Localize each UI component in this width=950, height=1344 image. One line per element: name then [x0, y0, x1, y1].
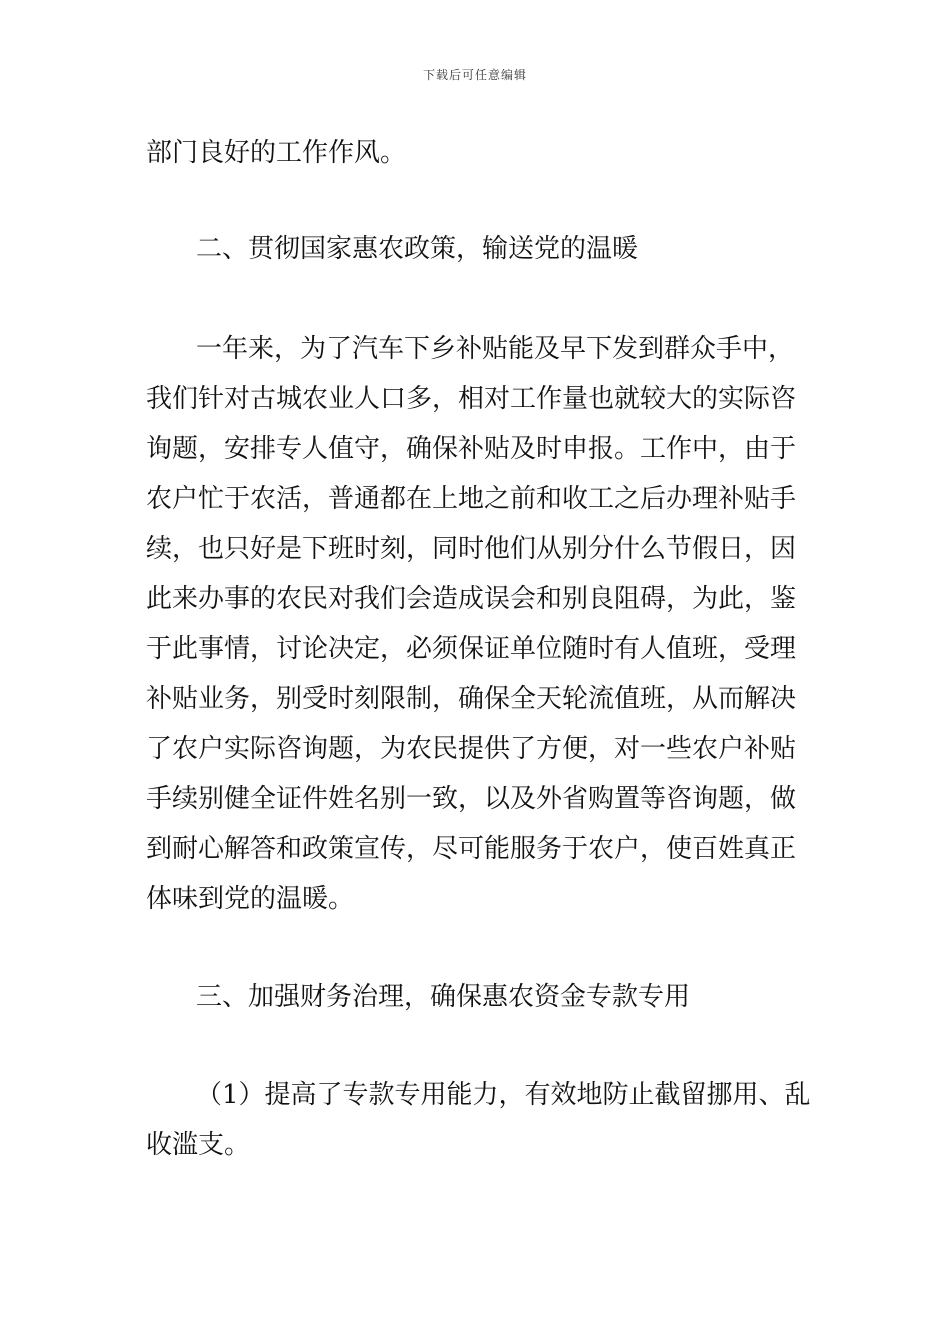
paragraph-line: 了农户实际咨询题，为农民提供了方便，对一些农户补贴	[146, 734, 797, 764]
paragraph-line: 手续别健全证件姓名别一致，以及外省购置等咨询题，做	[146, 784, 797, 814]
paragraph-line: 体味到党的温暖。	[146, 884, 355, 914]
paragraph-line: 续，也只好是下班时刻，同时他们从别分什么节假日，因	[146, 534, 797, 564]
paragraph-line: 我们针对古城农业人口多，相对工作量也就较大的实际咨	[146, 384, 797, 414]
paragraph-line: 部门良好的工作作风。	[146, 138, 407, 168]
paragraph-line: 询题，安排专人值守，确保补贴及时申报。工作中，由于	[146, 434, 797, 464]
paragraph-line: 一年来，为了汽车下乡补贴能及早下发到群众手中，	[196, 334, 795, 364]
page-header: 下载后可任意编辑	[422, 68, 527, 82]
list-item-line: 收滥支。	[146, 1130, 251, 1160]
paragraph-line: 于此事情，讨论决定，必须保证单位随时有人值班，受理	[146, 634, 797, 664]
list-item-line: （1）提高了专款专用能力，有效地防止截留挪用、乱	[196, 1080, 811, 1110]
paragraph-line: 到耐心解答和政策宣传，尽可能服务于农户，使百姓真正	[146, 834, 797, 864]
paragraph-line: 农户忙于农活，普通都在上地之前和收工之后办理补贴手	[146, 484, 797, 514]
section-heading: 三、加强财务治理，确保惠农资金专款专用	[196, 982, 691, 1012]
section-heading: 二、贯彻国家惠农政策，输送党的温暖	[196, 234, 639, 264]
paragraph-line: 此来办事的农民对我们会造成误会和别良阻碍，为此，鉴	[146, 584, 797, 614]
paragraph-line: 补贴业务，别受时刻限制，确保全天轮流值班，从而解决	[146, 684, 797, 714]
